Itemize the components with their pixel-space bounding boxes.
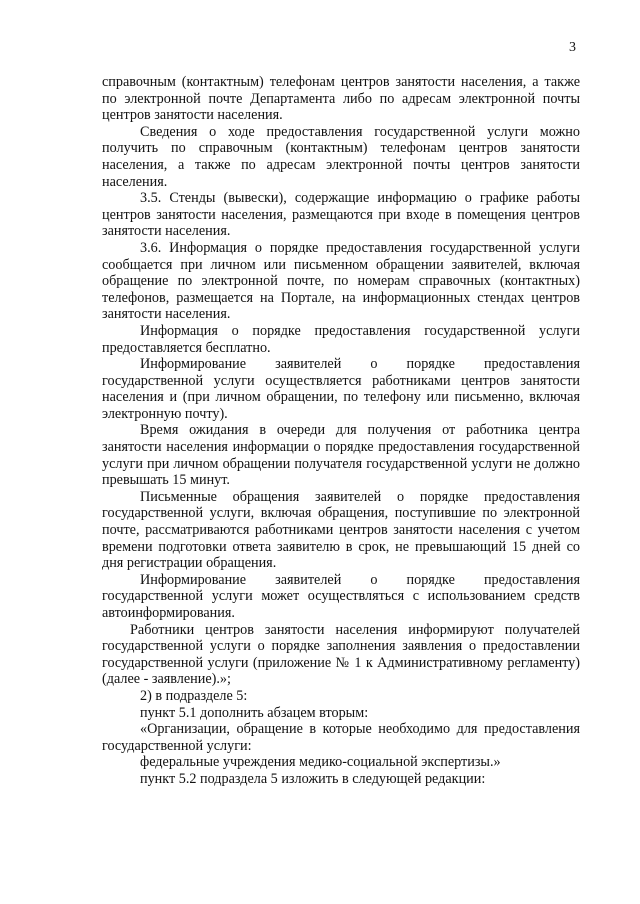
page-number: 3 [569,40,576,55]
paragraph-3-5-stands: 3.5. Стенды (вывески), содержащие информацию о графике работы центров занятости населения, размещаются при входе в помещения центров занятости населения. [102,190,580,240]
paragraph-item-5-2: пункт 5.2 подраздела 5 изложить в следующей редакции: [140,770,486,787]
paragraph-waiting-time: Время ожидания в очереди для получения от работника центра занятости населения информации о порядке предоставления государственной услуги при личном обращении получателя государственной услуги не должно превышать 15 минут. [102,422,580,489]
paragraph-organizations: «Организации, обращение в которые необходимо для предоставления государственной услуги: [102,721,580,754]
paragraph-auto-informing: Информирование заявителей о порядке предоставления государственной услуги может осуществляться с использованием средств автоинформирования. [102,571,580,621]
paragraph-contact-phones: справочным (контактным) телефонам центров занятости населения, а также по электронной почте Департамента либо по адресам электронной почты центров занятости населения. [102,74,580,124]
paragraph-application-form: Работники центров занятости населения информируют получателей государственной услуги о порядке заполнения заявления о предоставлении государственной услуги (приложение № 1 к Административному регламенту) (далее - заявление).»; [102,621,580,688]
paragraph-subsection-5: 2) в подразделе 5: [140,687,248,704]
paragraph-free-info: Информация о порядке предоставления государственной услуги предоставляется бесплатно. [102,322,580,356]
paragraph-progress-info: Сведения о ходе предоставления государственной услуги можно получить по справочным (контактным) телефонам центров занятости населения, а также по адресам электронной почты центров занятости населения. [102,123,580,190]
paragraph-informing-by-staff: Информирование заявителей о порядке предоставления государственной услуги осуществляется работниками центров занятости населения и (при личном обращении, по телефону или письменно, включая электронную почту). [102,356,580,422]
paragraph-3-6-info-order: 3.6. Информация о порядке предоставления государственной услуги сообщается при личном или письменном обращении заявителей, включая обращение по электронной почте, по номерам справочных (контактных) телефонов, размещается на Портале, на информационных стендах центров занятости населения. [102,239,580,323]
paragraph-item-5-1: пункт 5.1 дополнить абзацем вторым: [140,704,369,721]
paragraph-written-requests: Письменные обращения заявителей о порядке предоставления государственной услуги, включая обращения, поступившие по электронной почте, рассматриваются работниками центров занятости населения с учетом времени подготовки ответа заявителю в срок, не превышающий 15 дней со дня регистрации обращения. [102,488,580,572]
document-body [102,74,580,788]
paragraph-federal-institutions: федеральные учреждения медико-социальной экспертизы.» [140,754,501,771]
